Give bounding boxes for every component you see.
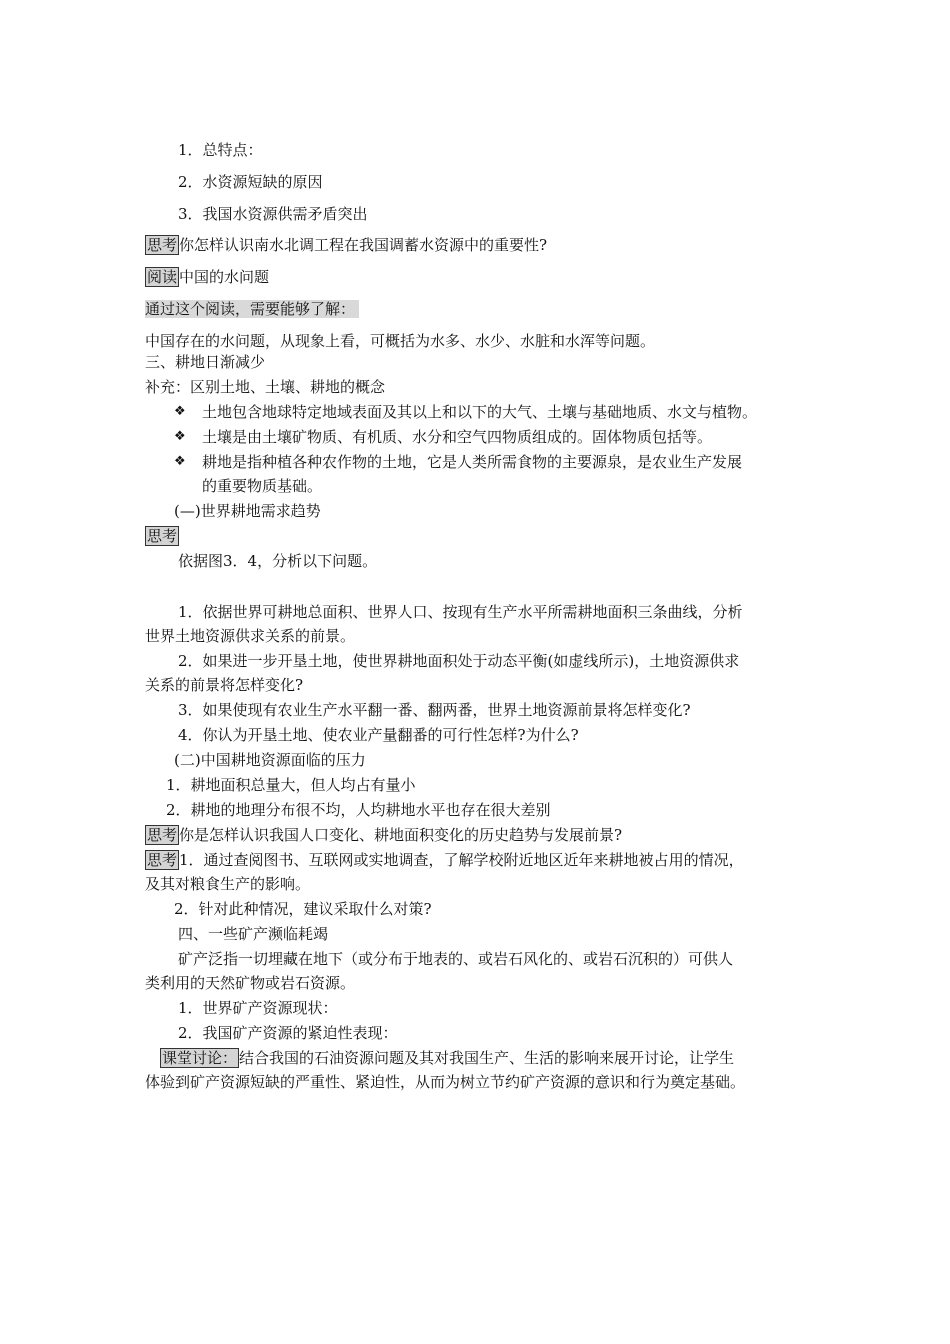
diamond-bullet-icon: ❖: [174, 429, 186, 444]
think-line-3: [145, 825, 622, 845]
think-tag: 思考: [147, 851, 178, 869]
read-objective: [145, 299, 359, 319]
read-text: 中国的水问题: [179, 268, 270, 286]
question-4: 4．你认为开垦土地、使农业产量翻番的可行性怎样?为什么?: [178, 726, 579, 744]
think-tag: 思考: [147, 236, 178, 254]
question-1-line-2: 世界土地资源供求关系的前景。: [145, 627, 356, 645]
think-text-3: 你是怎样认识我国人口变化、耕地面积变化的历史趋势与发展前景?: [179, 826, 623, 844]
item-world-mineral-status: 1．世界矿产资源现状：: [178, 999, 338, 1017]
item-china-mineral-urgency: 2．我国矿产资源的紧迫性表现：: [178, 1024, 398, 1042]
read-objective-text: 通过这个阅读，需要能够了解：: [145, 300, 359, 318]
section-three-heading: 三、耕地日渐减少: [145, 353, 266, 371]
item-farmland-distribution: 2．耕地的地理分布很不均，人均耕地水平也存在很大差别: [166, 801, 551, 819]
read-tag: 阅读: [147, 268, 178, 286]
discussion-line: [160, 1048, 734, 1068]
think-line-2: [145, 526, 179, 546]
think-line-4: [145, 850, 744, 870]
think-text-4-cont: 及其对粮食生产的影响。: [145, 875, 311, 893]
read-line: [145, 267, 269, 287]
think-line-1: [145, 235, 547, 255]
think-tag: 思考: [147, 826, 178, 844]
question-3: 3．如果使现有农业生产水平翻一番、翻两番，世界土地资源前景将怎样变化?: [178, 701, 691, 719]
discussion-text-2: 体验到矿产资源短缺的严重性、紧迫性，从而为树立节约矿产资源的意识和行为奠定基础。: [145, 1073, 746, 1091]
subsection-world-farmland: (—)世界耕地需求趋势: [174, 502, 321, 520]
section-four-heading: 四、一些矿产濒临耗竭: [178, 925, 329, 943]
question-2-line-2: 关系的前景将怎样变化?: [145, 676, 304, 694]
item-overall-features: 1．总特点：: [178, 141, 263, 159]
mineral-definition-2: 类利用的天然矿物或岩石资源。: [145, 974, 356, 992]
think-tag: 思考: [147, 527, 178, 545]
item-supply-demand-conflict: 3．我国水资源供需矛盾突出: [178, 205, 368, 223]
figure-instruction: 依据图3．4，分析以下问题。: [178, 552, 378, 570]
bullet-land-definition: 土地包含地球特定地域表面及其以上和以下的大气、土壤与基础地质、水文与植物。: [202, 403, 758, 421]
discussion-tag: 课堂讨论：: [162, 1049, 238, 1067]
question-1-line-1: 1．依据世界可耕地总面积、世界人口、按现有生产水平所需耕地面积三条曲线，分析: [178, 603, 743, 621]
subsection-china-farmland: (二)中国耕地资源面临的压力: [174, 751, 366, 769]
item-water-shortage-causes: 2．水资源短缺的原因: [178, 173, 323, 191]
question-2-line-1: 2．如果进一步开垦土地，使世界耕地面积处于动态平衡(如虚线所示)，土地资源供求: [178, 652, 740, 670]
bullet-farmland-definition-2: 的重要物质基础。: [202, 477, 323, 495]
supplement-line: 补充：区别土地、土壤、耕地的概念: [145, 378, 386, 396]
mineral-definition-1: 矿产泛指一切埋藏在地下（或分布于地表的、或岩石风化的、或岩石沉积的）可供人: [178, 950, 734, 968]
discussion-text-1: 结合我国的石油资源问题及其对我国生产、生活的影响来展开讨论，让学生: [239, 1049, 735, 1067]
item-farmland-total: 1．耕地面积总量大，但人均占有量小: [166, 776, 416, 794]
bullet-farmland-definition-1: 耕地是指种植各种农作物的土地，它是人类所需食物的主要源泉，是农业生产发展: [202, 453, 743, 471]
diamond-bullet-icon: ❖: [174, 404, 186, 419]
think-text-4: 1．通过查阅图书、互联网或实地调查，了解学校附近地区近年来耕地被占用的情况，: [179, 851, 744, 869]
bullet-soil-definition: 土壤是由土壤矿物质、有机质、水分和空气四物质组成的。固体物质包括等。: [202, 428, 713, 446]
think-text-1: 你怎样认识南水北调工程在我国调蓄水资源中的重要性?: [179, 236, 548, 254]
water-problem-summary: 中国存在的水问题，从现象上看，可概括为水多、水少、水脏和水浑等问题。: [145, 332, 656, 350]
item-countermeasures: 2．针对此种情况，建议采取什么对策?: [174, 900, 432, 918]
diamond-bullet-icon: ❖: [174, 454, 186, 469]
